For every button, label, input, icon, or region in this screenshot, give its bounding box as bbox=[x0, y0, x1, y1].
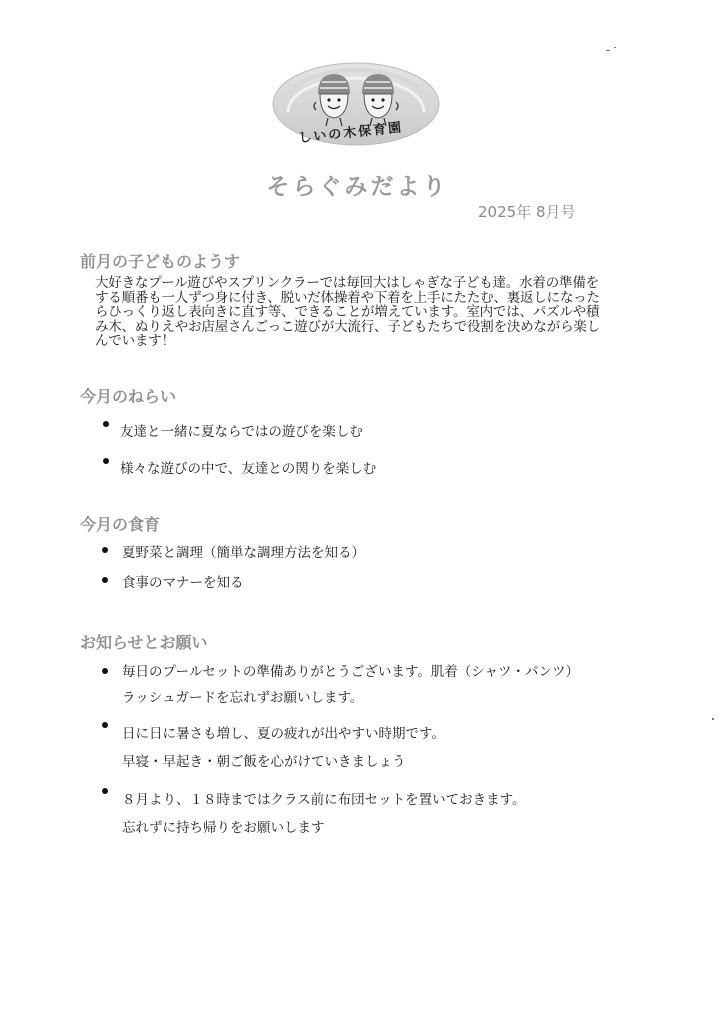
scan-speck bbox=[712, 718, 714, 720]
notice-item-line2: 早寝・早起き・朝ご飯を心がけていきましょう bbox=[122, 754, 406, 770]
section-heading-notices: お知らせとお願い bbox=[80, 633, 208, 652]
paragraph-line: する順番も一人ずつ身に付き、脱いだ体操着や下着を上手にたたむ、裏返しになった bbox=[95, 289, 600, 306]
issue-date: 2025年 8月号 bbox=[478, 203, 576, 221]
nursery-name: しいの木保育園 bbox=[297, 120, 404, 147]
bullet-icon bbox=[103, 458, 109, 464]
paragraph-line: 大好きなプール遊びやスプリンクラーでは毎回大はしゃぎな子ども達。水着の準備を bbox=[95, 275, 599, 291]
aim-item: 友達と一緒に夏ならではの遊びを楽しむ bbox=[120, 424, 363, 440]
section-heading-food: 今月の食育 bbox=[80, 515, 161, 534]
paragraph-line: み木、ぬりえやお店屋さんごっこ遊びが大流行、子どもたちで役割を決めながら楽し bbox=[95, 318, 600, 335]
notice-item-line2: 忘れずに持ち帰りをお願いします bbox=[122, 820, 325, 836]
scan-speck bbox=[606, 50, 610, 51]
nursery-logo bbox=[270, 58, 442, 156]
bullet-icon bbox=[102, 722, 108, 728]
paragraph-line: んでいます！ bbox=[95, 333, 175, 349]
food-item: 夏野菜と調理（簡単な調理方法を知る） bbox=[122, 545, 365, 561]
bullet-icon bbox=[103, 421, 109, 427]
notice-item-line2: ラッシュガードを忘れずお願いします。 bbox=[122, 690, 364, 706]
food-item: 食事のマナーを知る bbox=[122, 575, 244, 591]
paragraph-line: らひっくり返し表向きに直す等、できることが増えています。室内では、パズルや積 bbox=[95, 304, 600, 320]
notice-item-line1: 日に日に暑さも増し、夏の疲れが出やすい時期です。 bbox=[122, 726, 445, 742]
scan-speck bbox=[614, 47, 616, 48]
section-heading-last-month: 前月の子どものようす bbox=[80, 252, 241, 271]
section-heading-aims: 今月のねらい bbox=[80, 387, 177, 406]
aim-item: 様々な遊びの中で、友達との関りを楽しむ bbox=[120, 461, 377, 477]
newsletter-title: そらぐみだより bbox=[266, 174, 449, 200]
bullet-icon bbox=[102, 577, 108, 583]
bullet-icon bbox=[102, 547, 108, 553]
bullet-icon bbox=[102, 788, 108, 794]
bullet-icon bbox=[102, 668, 108, 674]
notice-item-line1: ８月より、１８時まではクラス前に布団セットを置いておきます。 bbox=[122, 792, 526, 808]
notice-item-line1: 毎日のプールセットの準備ありがとうございます。肌着（シャツ・パンツ） bbox=[122, 664, 579, 680]
last-month-paragraph bbox=[95, 276, 640, 349]
